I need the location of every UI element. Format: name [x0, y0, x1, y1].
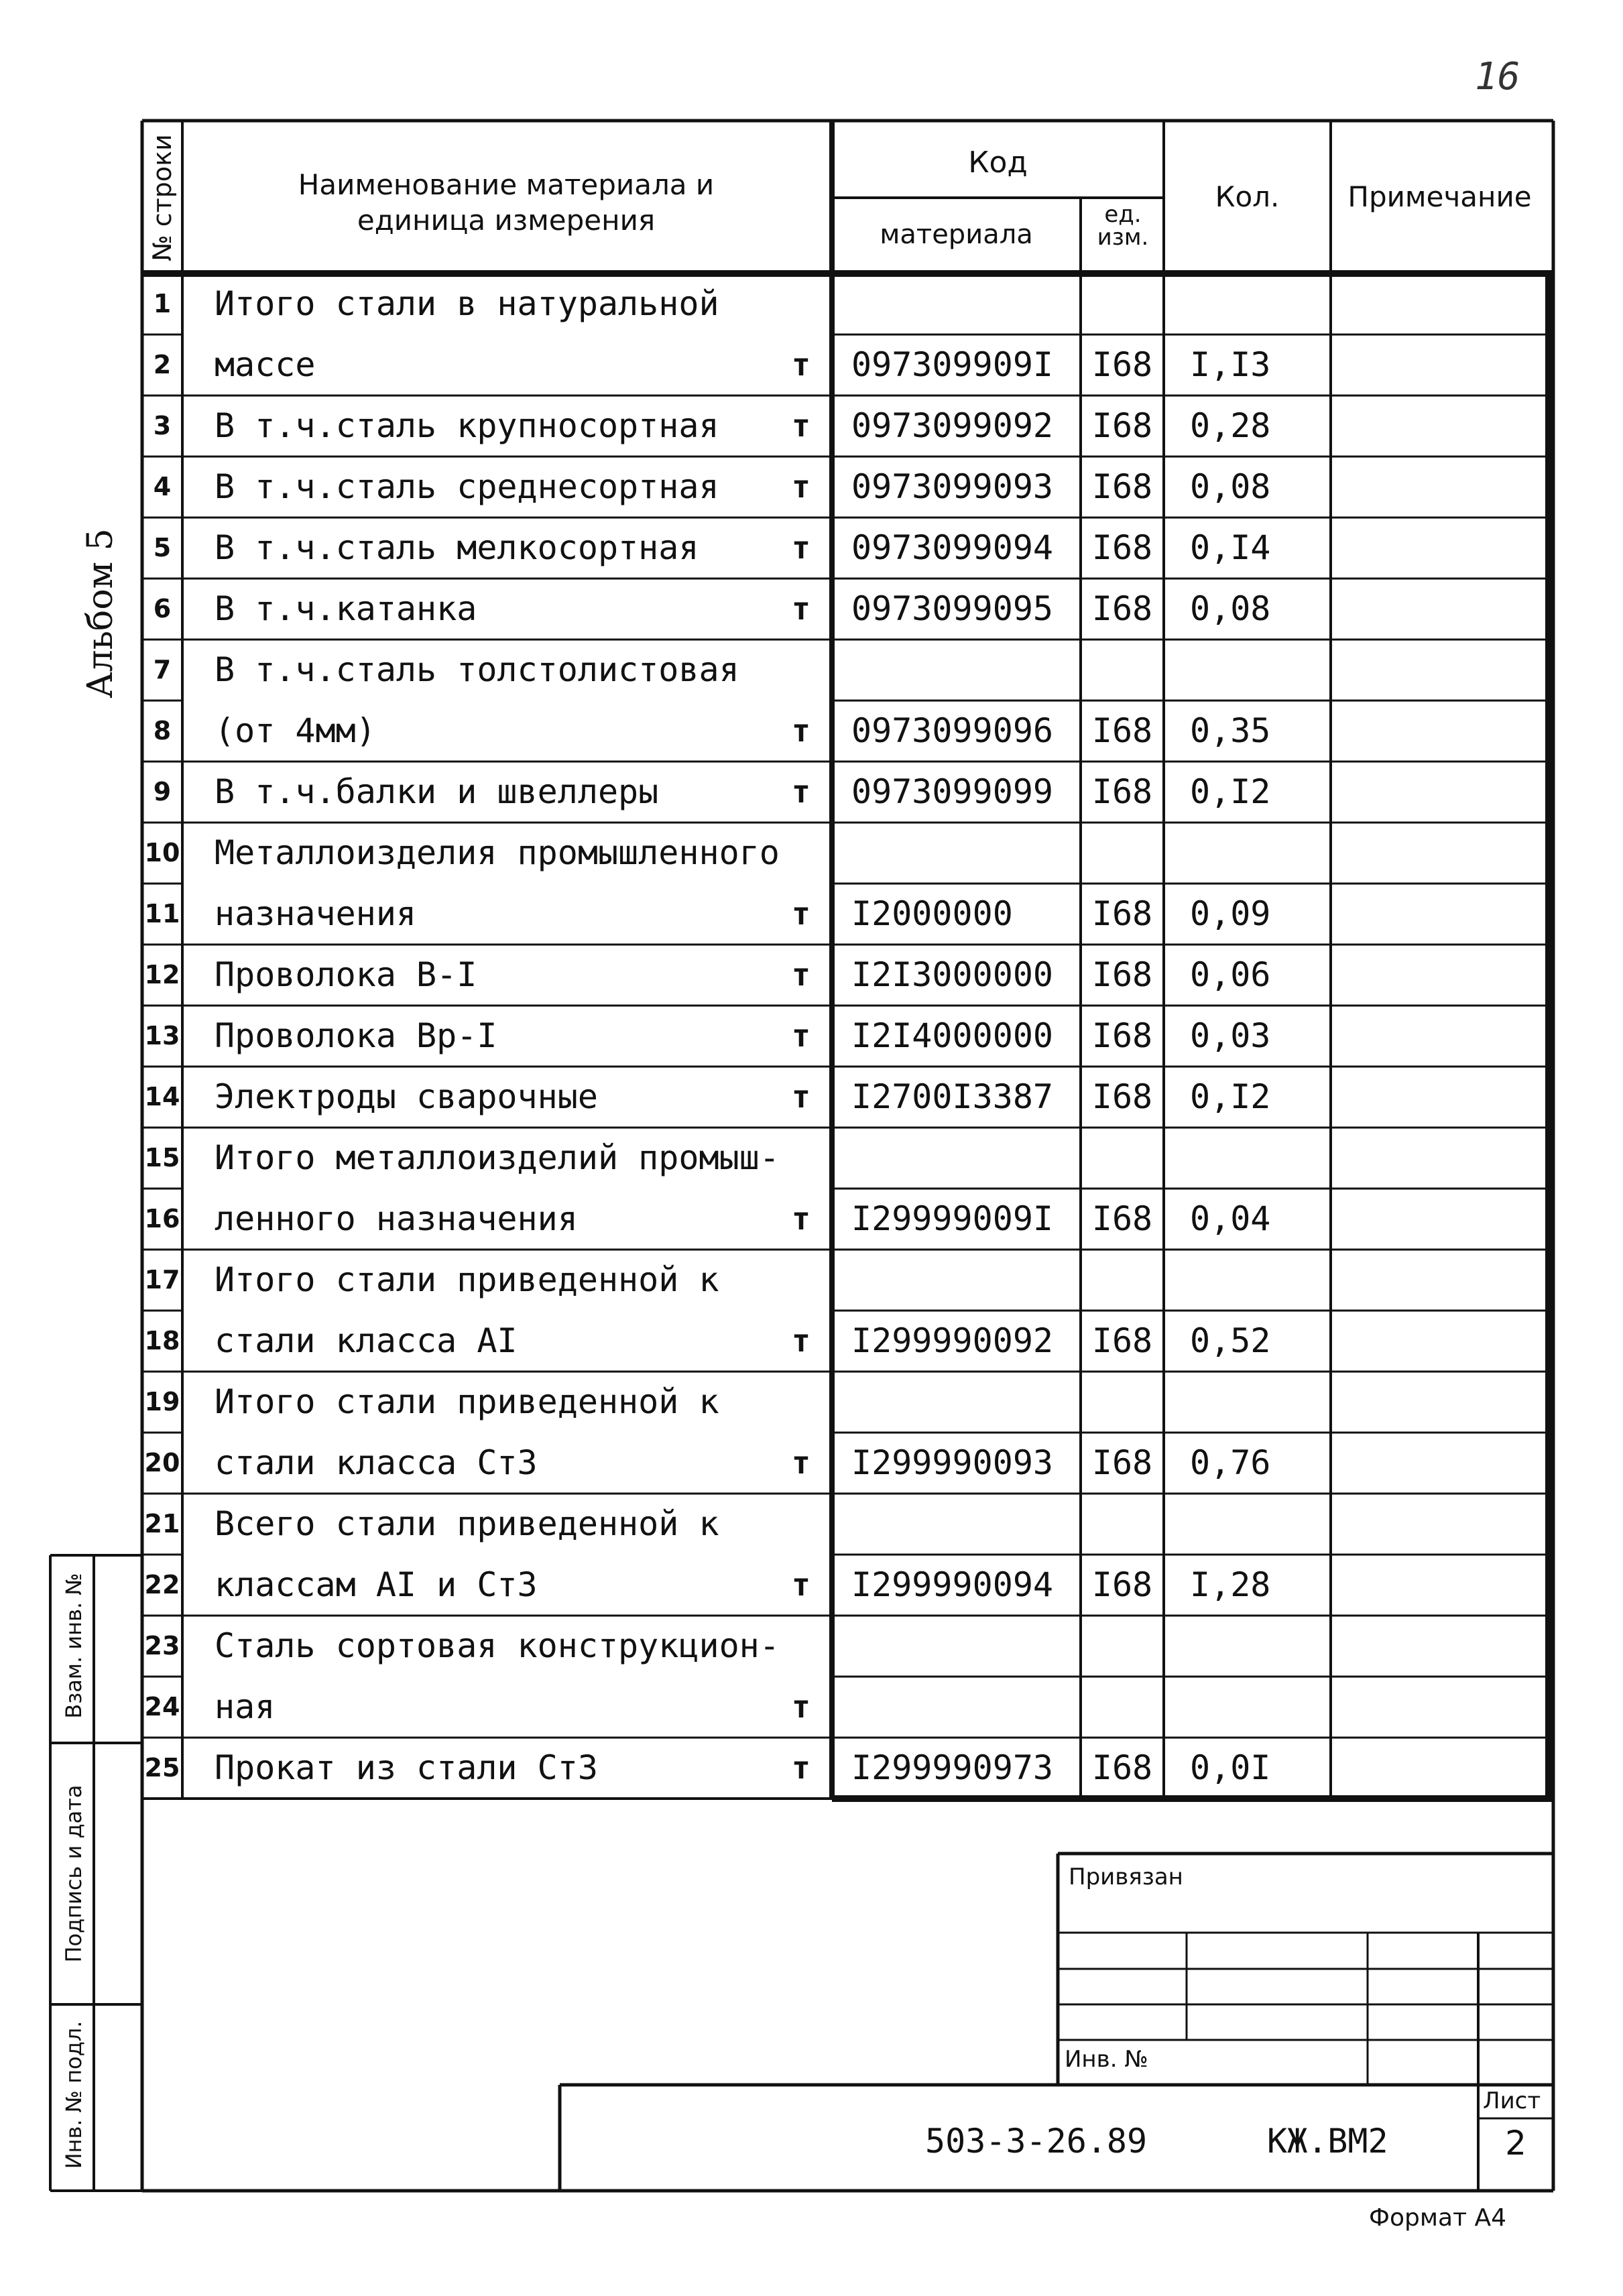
- row-number: 6: [153, 594, 172, 623]
- row-material-code: I2I4000000: [851, 1016, 1054, 1055]
- row-name: назначения: [215, 894, 417, 933]
- row-name: Итого стали в натуральной: [215, 284, 719, 323]
- row-quantity: 0,08: [1190, 589, 1271, 628]
- row-unit: т: [792, 469, 810, 505]
- row-name: В т.ч.сталь толстолистовая: [215, 650, 739, 689]
- stamp-doc-mark: КЖ.ВМ2: [1267, 2122, 1388, 2161]
- row-unit: т: [792, 713, 810, 749]
- row-quantity: 0,08: [1190, 467, 1271, 506]
- row-number: 3: [153, 411, 172, 440]
- row-unit-code: I68: [1091, 1077, 1153, 1116]
- row-unit: т: [792, 1079, 810, 1115]
- row-number: 24: [144, 1692, 180, 1721]
- side-stamp-podpis: Подпись и дата: [61, 1785, 86, 1963]
- row-unit-code: I68: [1091, 711, 1153, 750]
- row-name: Итого металлоизделий промыш-: [215, 1138, 780, 1177]
- row-name: Всего стали приведенной к: [215, 1504, 719, 1543]
- stamp-sheet-label: Лист: [1483, 2088, 1541, 2114]
- row-unit: т: [792, 408, 810, 444]
- row-quantity: 0,06: [1190, 955, 1271, 994]
- row-material-code: I299990094: [851, 1565, 1054, 1604]
- row-material-code: I2I3000000: [851, 955, 1054, 994]
- row-unit: т: [792, 1689, 810, 1725]
- row-number: 7: [153, 655, 172, 684]
- row-unit: т: [792, 1323, 810, 1359]
- row-unit: т: [792, 896, 810, 932]
- row-quantity: 0,76: [1190, 1443, 1271, 1482]
- row-name: В т.ч.сталь мелкосортная: [215, 528, 699, 567]
- row-quantity: 0,35: [1190, 711, 1271, 750]
- row-material-code: 0973099094: [851, 528, 1054, 567]
- row-quantity: 0,I2: [1190, 772, 1271, 811]
- row-number: 1: [153, 289, 172, 318]
- row-number: 2: [153, 350, 172, 379]
- row-unit-code: I68: [1091, 1565, 1153, 1604]
- row-name: ленного назначения: [215, 1199, 578, 1238]
- row-material-code: I299990092: [851, 1321, 1054, 1360]
- row-material-code: 097309909I: [851, 345, 1054, 384]
- row-number: 4: [153, 472, 172, 501]
- row-quantity: 0,04: [1190, 1199, 1271, 1238]
- row-unit-code: I68: [1091, 528, 1153, 567]
- row-unit: т: [792, 1567, 810, 1603]
- row-material-code: 0973099099: [851, 772, 1054, 811]
- row-number: 9: [153, 777, 172, 806]
- row-material-code: 0973099095: [851, 589, 1054, 628]
- row-unit-code: I68: [1091, 1199, 1153, 1238]
- row-quantity: 0,I4: [1190, 528, 1271, 567]
- row-number: 5: [153, 533, 172, 562]
- row-quantity: 0,I2: [1190, 1077, 1271, 1116]
- row-name: В т.ч.сталь крупносортная: [215, 406, 719, 445]
- row-number: 22: [144, 1570, 180, 1599]
- header-material: материала: [880, 219, 1033, 250]
- row-unit-code: I68: [1091, 772, 1153, 811]
- row-unit-code: I68: [1091, 1016, 1153, 1055]
- side-stamp-inv-podl: Инв. № подл.: [61, 2020, 86, 2169]
- row-name: Проволока Вр-I: [215, 1016, 497, 1055]
- row-name: В т.ч.катанка: [215, 589, 477, 628]
- header-name-text: Наименование материала и единица измерения: [298, 168, 715, 237]
- album-label: Альбом 5: [80, 528, 121, 699]
- side-stamp-vzam: Взам. инв. №: [61, 1573, 86, 1719]
- stamp-sheet-number: 2: [1505, 2124, 1526, 2163]
- row-quantity: 0,28: [1190, 406, 1271, 445]
- row-unit-code: I68: [1091, 894, 1153, 933]
- row-name: (от 4мм): [215, 711, 376, 750]
- row-quantity: I,28: [1190, 1565, 1271, 1604]
- row-number: 13: [144, 1021, 180, 1050]
- row-name: ная: [215, 1687, 276, 1726]
- row-unit: т: [792, 1445, 810, 1481]
- format-label: Формат А4: [1369, 2204, 1507, 2232]
- row-material-code: I2700I3387: [851, 1077, 1054, 1116]
- header-code: Код: [968, 145, 1028, 180]
- row-number: 8: [153, 716, 172, 745]
- row-unit: т: [792, 347, 810, 383]
- row-name: стали класса AI: [215, 1321, 518, 1360]
- row-number: 19: [144, 1387, 180, 1416]
- row-unit: т: [792, 591, 810, 627]
- stamp-inv-no: Инв. №: [1065, 2046, 1148, 2073]
- row-material-code: I299990093: [851, 1443, 1054, 1482]
- row-name: Проволока В-I: [215, 955, 477, 994]
- row-material-code: 0973099096: [851, 711, 1054, 750]
- stamp-privyazan: Привязан: [1069, 1864, 1183, 1890]
- row-number: 14: [144, 1082, 180, 1111]
- row-name: классам AI и Ст3: [215, 1565, 538, 1604]
- row-unit-code: I68: [1091, 1321, 1153, 1360]
- row-material-code: I2000000: [851, 894, 1013, 933]
- row-name: стали класса Ст3: [215, 1443, 538, 1482]
- row-unit: т: [792, 1750, 810, 1786]
- row-name: массе: [215, 345, 316, 384]
- row-unit-code: I68: [1091, 1748, 1153, 1787]
- row-number: 21: [144, 1509, 180, 1538]
- row-name: Прокат из стали Ст3: [215, 1748, 598, 1787]
- row-number: 25: [144, 1753, 180, 1783]
- row-quantity: 0,0I: [1190, 1748, 1271, 1787]
- row-unit: т: [792, 1018, 810, 1054]
- row-unit: т: [792, 1201, 810, 1237]
- row-number: 17: [144, 1265, 180, 1294]
- row-material-code: 0973099092: [851, 406, 1054, 445]
- row-unit-code: I68: [1091, 467, 1153, 506]
- row-number: 11: [144, 899, 180, 928]
- row-number: 15: [144, 1143, 180, 1172]
- row-number: 23: [144, 1631, 180, 1660]
- header-note: Примечание: [1347, 180, 1532, 213]
- row-unit-code: I68: [1091, 345, 1153, 384]
- row-name: Итого стали приведенной к: [215, 1382, 719, 1421]
- row-unit-code: I68: [1091, 589, 1153, 628]
- row-unit-code: I68: [1091, 406, 1153, 445]
- header-qty: Кол.: [1215, 180, 1280, 213]
- row-name: Электроды сварочные: [215, 1077, 598, 1116]
- row-material-code: I299990973: [851, 1748, 1054, 1787]
- row-number: 10: [144, 838, 180, 867]
- header-unit: ед. изм.: [1097, 201, 1149, 251]
- row-unit-code: I68: [1091, 955, 1153, 994]
- row-unit: т: [792, 774, 810, 810]
- stamp-doc-code: 503-3-26.89: [925, 2122, 1148, 2161]
- row-quantity: 0,52: [1190, 1321, 1271, 1360]
- header-row-no: № строки: [147, 134, 177, 261]
- row-number: 12: [144, 960, 180, 989]
- row-number: 18: [144, 1326, 180, 1355]
- row-unit: т: [792, 957, 810, 993]
- row-quantity: 0,03: [1190, 1016, 1271, 1055]
- row-unit: т: [792, 530, 810, 566]
- row-name: В т.ч.балки и швеллеры: [215, 772, 659, 811]
- row-quantity: 0,09: [1190, 894, 1271, 933]
- row-quantity: I,I3: [1190, 345, 1271, 384]
- row-name: Металлоизделия промышленного: [215, 833, 780, 872]
- row-unit-code: I68: [1091, 1443, 1153, 1482]
- row-number: 16: [144, 1204, 180, 1233]
- page-number: 16: [1475, 55, 1520, 99]
- row-material-code: I29999009I: [851, 1199, 1054, 1238]
- row-number: 20: [144, 1448, 180, 1477]
- row-name: В т.ч.сталь среднесортная: [215, 467, 719, 506]
- row-name: Итого стали приведенной к: [215, 1260, 719, 1299]
- row-material-code: 0973099093: [851, 467, 1054, 506]
- row-name: Сталь сортовая конструкцион-: [215, 1626, 780, 1665]
